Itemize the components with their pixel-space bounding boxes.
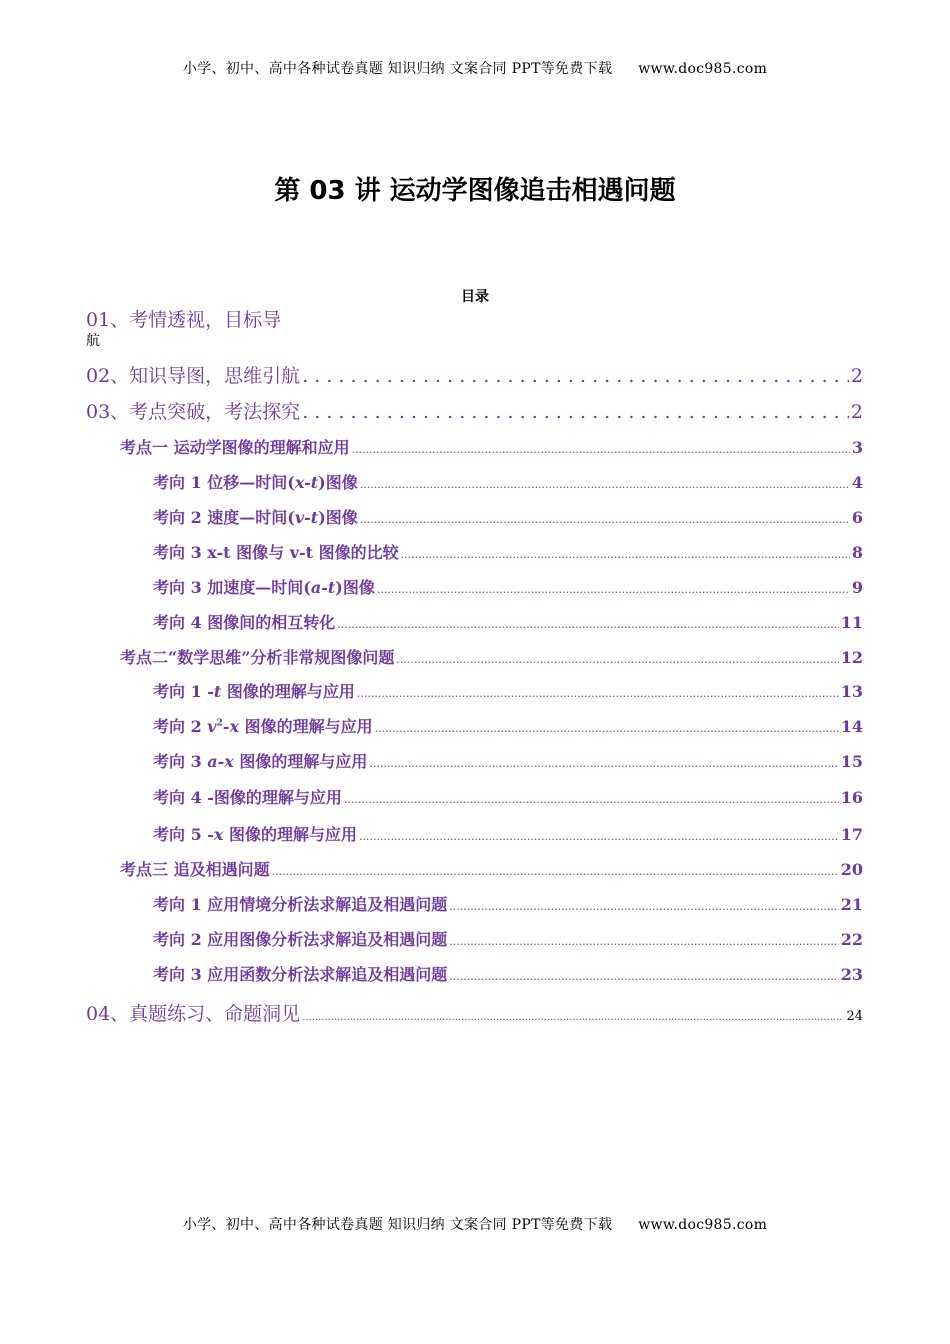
toc-entry-label: 03、考点突破，考法探究 <box>86 401 301 423</box>
toc-entry-page: 15 <box>840 752 863 771</box>
toc-entry-kaodian-3[interactable] <box>120 857 863 880</box>
document-title: 第 03 讲 运动学图像追击相遇问题 <box>274 176 676 206</box>
toc-entry-kaodian-1[interactable] <box>120 435 863 458</box>
toc-entry-page: 23 <box>840 965 863 984</box>
toc-entry-label: 考向 3 a-x 图像的理解与应用 <box>153 752 368 771</box>
toc-entry-kaoxiang-2-4[interactable] <box>153 785 863 808</box>
toc-entry-page: 21 <box>840 895 863 914</box>
toc-leader-dots <box>337 618 838 631</box>
page-footer <box>0 1214 950 1234</box>
toc-entry-page: 4 <box>851 473 863 492</box>
toc-entry-label: 考向 2 $v^2-x$ 图像的理解与应用 <box>153 717 373 736</box>
toc-entry-label: 04、真题练习、命题洞见 <box>86 1003 301 1025</box>
toc-entry-label: 考向 2 速度—时间(v-t)图像 <box>153 508 358 527</box>
toc-entry-label: 考向 3 加速度—时间(a-t)图像 <box>153 578 375 597</box>
toc-entry-page: 6 <box>851 508 863 527</box>
toc-entry-label: 02、知识导图，思维引航 <box>86 365 301 387</box>
toc-entry-kaoxiang-1-4[interactable] <box>153 575 863 598</box>
toc-entry-02[interactable] <box>86 361 863 388</box>
toc-leader-dots <box>369 757 838 770</box>
toc-entry-page: 3 <box>851 438 863 457</box>
toc-entry-page: 2 <box>850 365 863 387</box>
toc-entry-label: 考向 1 应用情境分析法求解追及相遇问题 <box>153 895 448 914</box>
toc-entry-label: 考点一 运动学图像的理解和应用 <box>120 438 350 457</box>
toc-leader-dots <box>360 513 850 526</box>
footer-url[interactable]: www.doc985.com <box>638 1217 768 1233</box>
toc-entry-kaoxiang-1-2[interactable] <box>153 505 863 528</box>
toc-leader-dots <box>377 583 850 596</box>
toc-leader-dots <box>449 900 838 913</box>
toc-entry-kaodian-2[interactable] <box>120 645 863 668</box>
page-header <box>0 58 950 78</box>
toc-entry-label: 考向 1 -t 图像的理解与应用 <box>153 682 355 701</box>
footer-text: 小学、初中、高中各种试卷真题 知识归纳 文案合同 PPT等免费下载 <box>182 1217 613 1233</box>
toc-entry-label: 考点二“数学思维”分析非常规图像问题 <box>120 648 395 667</box>
toc-entry-kaoxiang-3-2[interactable] <box>153 927 863 950</box>
toc-entry-label: 考向 4 -图像的理解与应用 <box>153 788 342 807</box>
toc-entry-label: 考向 4 图像间的相互转化 <box>153 613 336 632</box>
toc-entry-page: 17 <box>840 825 863 844</box>
toc-leader-dots <box>302 401 849 423</box>
toc-leader-dots <box>352 443 850 456</box>
toc-entry-label: 考向 3 x-t 图像与 v-t 图像的比较 <box>153 543 399 562</box>
toc-entry-page: 16 <box>840 788 863 807</box>
toc-leader-dots <box>302 365 849 387</box>
toc-entry-page: 9 <box>851 578 863 597</box>
toc-leader-dots <box>449 935 838 948</box>
toc-entry-label: 考向 1 位移—时间(x-t)图像 <box>153 473 358 492</box>
toc-leader-dots <box>396 653 838 666</box>
toc-leader-dots <box>401 548 850 561</box>
toc-entry-kaoxiang-1-1[interactable] <box>153 470 863 493</box>
header-text: 小学、初中、高中各种试卷真题 知识归纳 文案合同 PPT等免费下载 <box>182 61 613 77</box>
toc-entry-page: 13 <box>840 682 863 701</box>
toc-leader-dots <box>375 722 839 735</box>
toc-entry-page: 11 <box>840 613 863 632</box>
toc-entry-page: 12 <box>840 648 863 667</box>
toc-leader-dots <box>272 865 839 878</box>
toc-entry-kaoxiang-1-3[interactable] <box>153 540 863 563</box>
toc-entry-wrap-text: 航 <box>86 333 100 349</box>
toc-leader-dots <box>359 830 839 843</box>
toc-entry-page: 8 <box>851 543 863 562</box>
toc-leader-dots <box>302 1012 844 1023</box>
toc-entry-kaoxiang-2-2[interactable] <box>153 714 863 737</box>
toc-leader-dots <box>344 793 839 806</box>
toc-entry-label: 01、考情透视，目标导 <box>86 309 282 331</box>
toc-entry-kaoxiang-2-5[interactable] <box>153 822 863 845</box>
header-url[interactable]: www.doc985.com <box>638 61 768 77</box>
toc-entry-03[interactable] <box>86 397 863 424</box>
toc-leader-dots <box>449 970 838 983</box>
toc-entry-04[interactable] <box>86 999 863 1026</box>
toc-leader-dots <box>360 478 850 491</box>
toc-entry-kaoxiang-3-3[interactable] <box>153 962 863 985</box>
toc-entry-page: 24 <box>846 1009 863 1024</box>
toc-entry-page: 14 <box>840 717 863 736</box>
toc-entry-kaoxiang-1-5[interactable] <box>153 610 863 633</box>
toc-entry-label: 考向 3 应用函数分析法求解追及相遇问题 <box>153 965 448 984</box>
toc-entry-kaoxiang-2-3[interactable] <box>153 749 863 772</box>
toc-entry-label: 考向 2 应用图像分析法求解追及相遇问题 <box>153 930 448 949</box>
toc-heading: 目录 <box>461 289 489 305</box>
toc-entry-kaoxiang-3-1[interactable] <box>153 892 863 915</box>
toc-entry-label: 考向 5 -x 图像的理解与应用 <box>153 825 358 844</box>
toc-entry-kaoxiang-2-1[interactable] <box>153 679 863 702</box>
toc-entry-page: 2 <box>850 401 863 423</box>
toc-leader-dots <box>357 687 839 700</box>
toc-entry-01[interactable] <box>86 305 863 332</box>
toc-entry-label: 考点三 追及相遇问题 <box>120 860 270 879</box>
toc-entry-page: 20 <box>840 860 863 879</box>
toc-entry-page: 22 <box>840 930 863 949</box>
